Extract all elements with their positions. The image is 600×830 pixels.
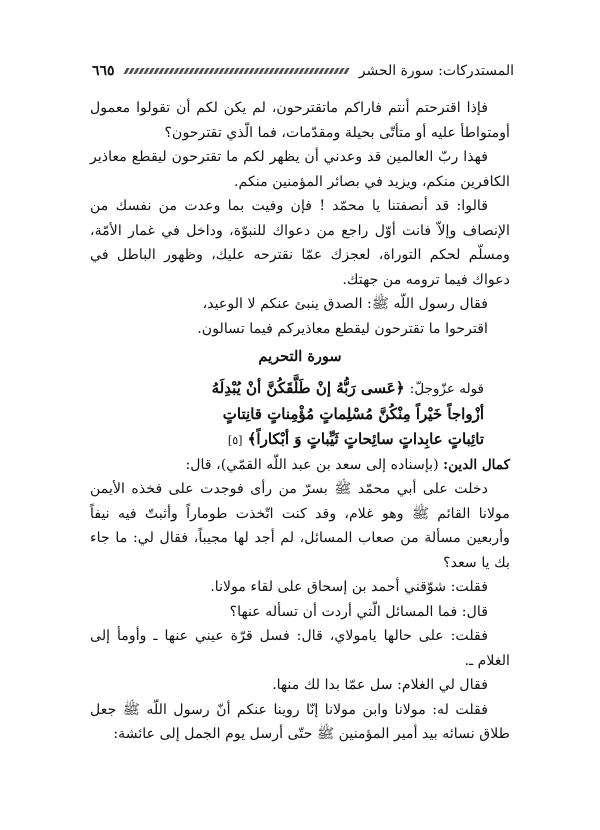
page-number: ٦٦٥ (92, 63, 115, 79)
verse-text-3: تائِباتٍ عابِداتٍ سائِحاتٍ ثَيِّباتٍ وَ أبْكاراً﴾ (247, 429, 484, 448)
verse-intro: قوله عزّوجلّ: (409, 380, 484, 397)
narration-intro (90, 453, 510, 478)
verse-reference: [٥] (227, 433, 243, 447)
page-body (90, 96, 510, 747)
header-decorative-rule (123, 68, 351, 74)
paragraph-1: فإذا اقترحتم أنتم فاراكم ماتقترحون، لم يكن لكم أن تقولوا معمول أومتواطأ عليه أو متأتّى بحيلة ومقدّمات، فما الّذي تقترحون؟ (90, 100, 510, 141)
narration-paragraph-3: قال: فما المسائل الّتي أردت أن تسأله عنها؟ (229, 603, 488, 620)
running-title: المستدركات: سورة الحشر (358, 63, 514, 79)
paragraph-3: قالوا: قد أنصفتنا يا محمّد ! فإن وفيت بما وعدت من نفسك من الإنصاف وإلاّ فانت أوّل راجع من دعواك للنبوّة، وداخل في غمار الأمّة، ومسلّم لحكم التوراة، لعجزك عمّا نقترحه عليك، وظهور الباطل في دعواك فيما ترومه من جهتك. (90, 198, 510, 288)
paragraph-5: اقترحوا ما تقترحون ليقطع معاذيركم فيما تسالون. (197, 320, 488, 337)
narration-paragraph-5: فقال لي الغلام: سل عمّا بدا لك منها. (272, 677, 488, 693)
page-header (92, 58, 514, 84)
quran-verse (90, 376, 510, 453)
section-heading: سورة التحريم (258, 348, 342, 365)
narration-paragraph-1: دخلت على أبي محمّد ﷺ بسرّ من رأى فوجدت على فخذه الأيمن مولانا القائم ﷺ وهو غلام، وقد كنت اتّخذت طوماراً وأثبتّ فيه نيفاً وأربعين مسألة من صعاب المسائل، لم أجد لها مجيباً، فقال لي: ما جاء بك يا سعد؟ (90, 481, 510, 571)
paragraph-2: فهذا ربّ العالمين قد وعدني أن يظهر لكم ما تقترحون ليقطع معاذير الكافرين منكم، ويزيد في بصائر المؤمنين منكم. (90, 149, 510, 190)
paragraph-4: فقال رسول اللّه ﷺ: الصدق ينبئ عنكم لا الوعيد، (202, 296, 488, 312)
narration-paragraph-4: فقلت: على حالها يامولاي، قال: فسل قرّة عيني عنها ـ وأومأ إلى الغلام ـ. (90, 628, 510, 669)
verse-line-2: أزْواجاً خَيْراً مِنْكُنَّ مُسْلِماتٍ مُؤْمِناتٍ قانِتاتٍ (222, 404, 484, 423)
verse-line-3 (90, 427, 484, 453)
source-label: كمال الدين: (443, 456, 510, 473)
verse-line-1 (90, 376, 484, 402)
source-chain: (بإسناده إلى سعد بن عبد اللّه القمّي)، قال: (185, 456, 439, 473)
narration-paragraph-2: فقلت: شوّقني أحمد بن إسحاق على لقاء مولانا. (210, 579, 488, 595)
narration-paragraph-6: فقلت له: مولانا وابن مولانا إنّا روينا عنكم أنّ رسول اللّه ﷺ جعل طلاق نسائه بيد أمير المؤمنين ﷺ حتّى أرسل يوم الجمل إلى عائشة: (90, 701, 510, 742)
verse-text-1: ﴿عَسى رَبُّهُ إنْ طَلَّقَكُنَّ أنْ يُبْدِلَهُ (211, 378, 405, 397)
